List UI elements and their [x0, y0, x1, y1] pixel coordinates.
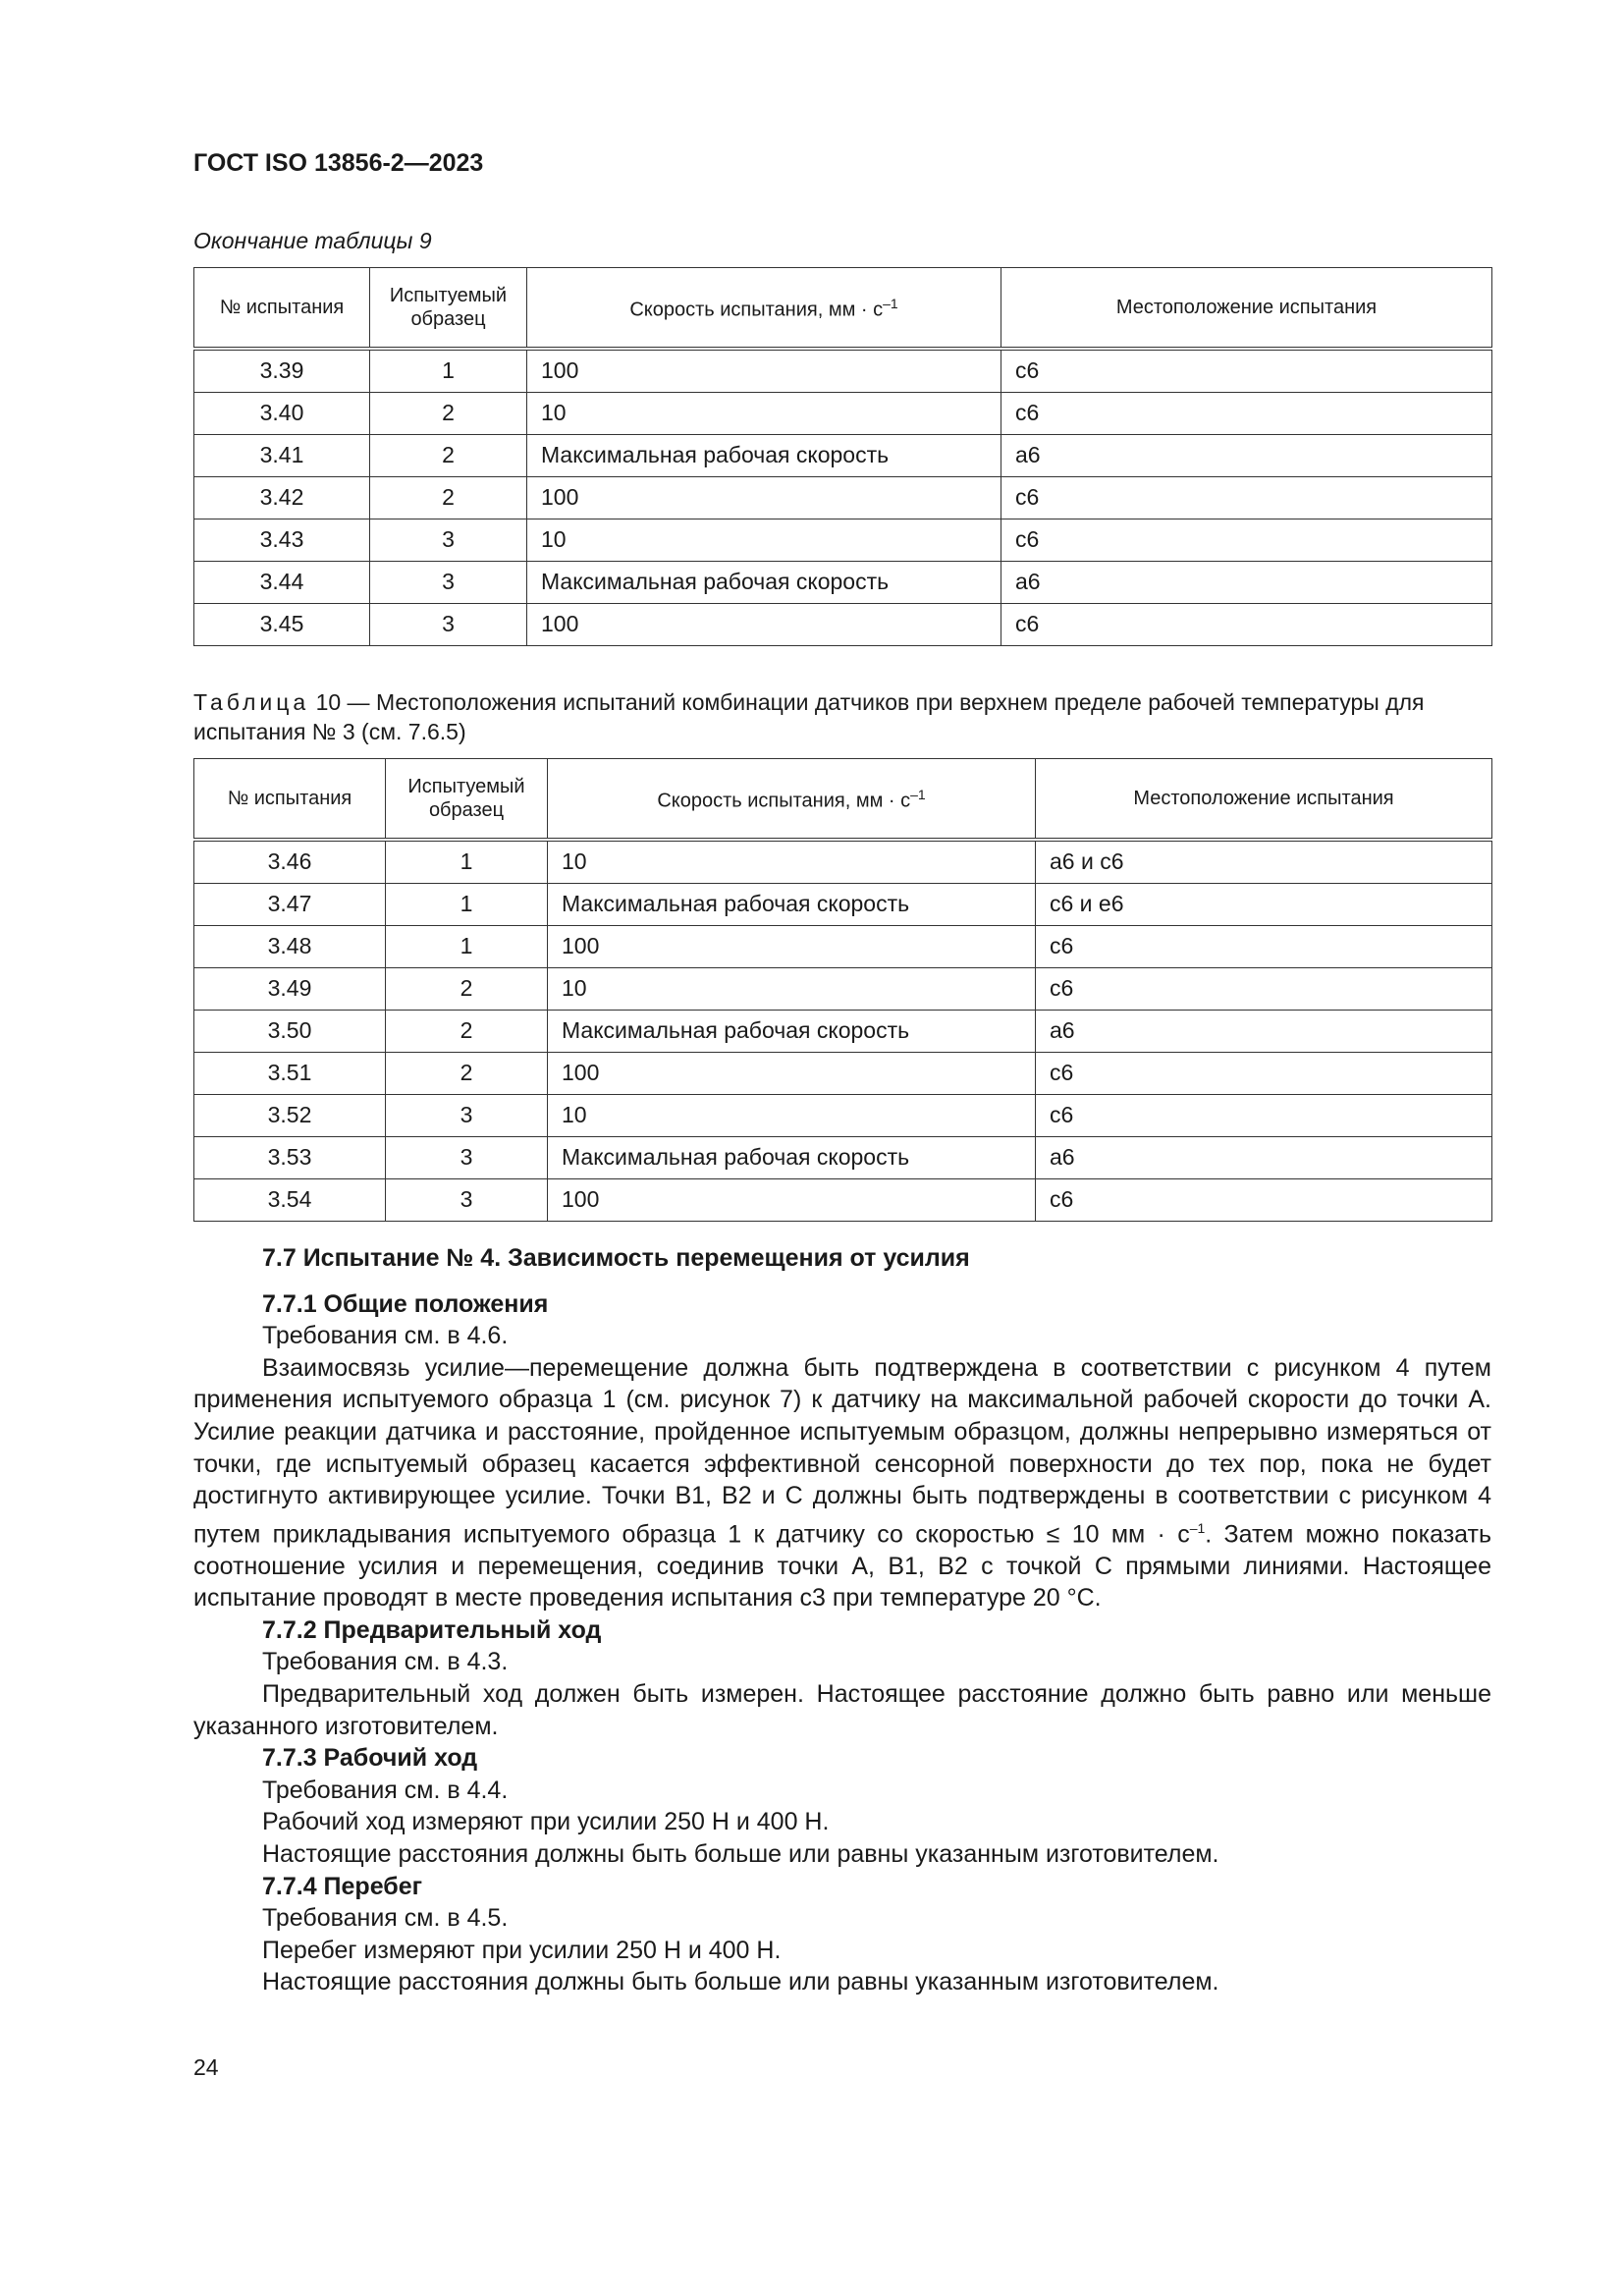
table9-caption: Окончание таблицы 9 — [193, 228, 432, 253]
page-number: 24 — [193, 2054, 219, 2080]
cell-location: c6 — [1036, 1094, 1492, 1136]
table-10-body — [194, 840, 1492, 1222]
cell-location: c6 — [1001, 476, 1492, 519]
cell-sample: 2 — [386, 967, 548, 1010]
col-header-speed: Скорость испытания, мм · $с^{-1}$ — [527, 268, 1001, 349]
table-row — [194, 1094, 1492, 1136]
cell-test-no: 3.43 — [194, 519, 370, 561]
cell-test-no: 3.47 — [194, 883, 386, 925]
subsection-heading: 7.7.4 Перебег — [262, 1872, 423, 1900]
table-row — [194, 1052, 1492, 1094]
cell-speed: 100 — [548, 1178, 1036, 1221]
cell-speed: 100 — [548, 925, 1036, 967]
table-9-body — [194, 349, 1492, 646]
cell-test-no: 3.46 — [194, 840, 386, 884]
cell-test-no: 3.45 — [194, 603, 370, 645]
cell-sample: 3 — [386, 1136, 548, 1178]
table10-caption-text: 10 — Местоположения испытаний комбинации датчиков при верхнем пределе рабочей температуры для испытания № 3 (см. 7.6.5) — [193, 689, 1425, 744]
table-header-row — [194, 759, 1492, 840]
paragraph: Рабочий ход измеряют при усилии 250 Н и 400 Н. — [262, 1808, 830, 1836]
table-row — [194, 349, 1492, 393]
col-header-test-no: № испытания — [194, 759, 386, 840]
cell-test-no: 3.53 — [194, 1136, 386, 1178]
cell-speed: 100 — [527, 603, 1001, 645]
table-row — [194, 603, 1492, 645]
cell-location: c6 — [1001, 349, 1492, 393]
cell-sample: 2 — [386, 1052, 548, 1094]
cell-test-no: 3.44 — [194, 561, 370, 603]
cell-location: c6 — [1001, 603, 1492, 645]
paragraph: Перебег измеряют при усилии 250 Н и 400 Н. — [262, 1936, 782, 1964]
cell-speed: 100 — [527, 349, 1001, 393]
paragraph: Настоящие расстояния должны быть больше или равны указанным изготовителем. — [262, 1840, 1219, 1869]
cell-location: c6 — [1036, 1178, 1492, 1221]
table-row — [194, 1010, 1492, 1052]
cell-speed: 10 — [548, 1094, 1036, 1136]
cell-sample: 1 — [386, 840, 548, 884]
col-header-speed: Скорость испытания, мм · $с^{-1}$ — [548, 759, 1036, 840]
table-row — [194, 1178, 1492, 1221]
cell-location: a6 — [1001, 561, 1492, 603]
requirements-ref: Требования см. в 4.5. — [262, 1904, 509, 1933]
document-header: ГОСТ ISO 13856-2—2023 — [193, 149, 484, 177]
table10-caption-label: Таблица — [193, 689, 310, 715]
cell-sample: 2 — [386, 1010, 548, 1052]
cell-sample: 2 — [370, 434, 527, 476]
cell-location: c6 — [1036, 967, 1492, 1010]
cell-speed: 100 — [548, 1052, 1036, 1094]
cell-speed: Максимальная рабочая скорость — [527, 561, 1001, 603]
cell-test-no: 3.40 — [194, 392, 370, 434]
subsection-heading: 7.7.2 Предварительный ход — [262, 1615, 602, 1644]
cell-sample: 1 — [370, 349, 527, 393]
cell-speed: 10 — [548, 967, 1036, 1010]
cell-test-no: 3.54 — [194, 1178, 386, 1221]
col-header-sample: Испытуемый образец — [370, 268, 527, 349]
col-header-location: Местоположение испытания — [1001, 268, 1492, 349]
cell-test-no: 3.39 — [194, 349, 370, 393]
cell-speed: Максимальная рабочая скорость — [527, 434, 1001, 476]
col-header-test-no: № испытания — [194, 268, 370, 349]
cell-test-no: 3.48 — [194, 925, 386, 967]
paragraph: Предварительный ход должен быть измерен. Настоящее расстояние должно быть равно или меньше указанного изготовителем. — [193, 1680, 1491, 1740]
table-row — [194, 476, 1492, 519]
cell-speed: Максимальная рабочая скорость — [548, 1010, 1036, 1052]
table-row — [194, 392, 1492, 434]
table-row — [194, 561, 1492, 603]
paragraph: Взаимосвязь усилие—перемещение должна быть подтверждена в соответствии с рисунком 4 путем применения испытуемого образца 1 (см. рисунок 7) к датчику на максимальной рабочей скорости до точки А. Усилие реакции датчика и расстояние, пройденное испытуемым образцом, должны непрерывно измеряться от точки, где испытуемый образец касается эффективной сенсорной поверхности до тех пор, пока не будет достигнуто активирующее усилие. Точки В1, В2 и С должны быть подтверждены в соответствии с рисунком 4 путем прикладывания испытуемого образца 1 к датчику со скоростью ≤ 10 мм · $с^{-1}$. Затем можно показать соотношение усилия и перемещения, соединив точки А, В1, В2 с точкой С прямыми линиями. Настоящее испытание проводят в месте проведения испытания c3 при температуре 20 °С. — [193, 1353, 1491, 1613]
cell-location: c6 и e6 — [1036, 883, 1492, 925]
cell-sample: 2 — [370, 392, 527, 434]
cell-speed: Максимальная рабочая скорость — [548, 1136, 1036, 1178]
requirements-ref: Требования см. в 4.6. — [262, 1322, 509, 1350]
cell-sample: 3 — [370, 603, 527, 645]
table-9 — [193, 267, 1492, 646]
section-7-7 — [193, 1242, 1491, 1998]
cell-location: a6 — [1001, 434, 1492, 476]
section-heading: 7.7 Испытание № 4. Зависимость перемещения от усилия — [262, 1244, 970, 1272]
cell-test-no: 3.51 — [194, 1052, 386, 1094]
cell-location: c6 — [1001, 392, 1492, 434]
requirements-ref: Требования см. в 4.4. — [262, 1776, 509, 1804]
table-row — [194, 434, 1492, 476]
table-row — [194, 967, 1492, 1010]
table-row — [194, 519, 1492, 561]
cell-sample: 3 — [386, 1094, 548, 1136]
cell-test-no: 3.50 — [194, 1010, 386, 1052]
cell-sample: 3 — [370, 561, 527, 603]
cell-speed: 10 — [527, 519, 1001, 561]
cell-sample: 3 — [386, 1178, 548, 1221]
table-row — [194, 1136, 1492, 1178]
cell-location: c6 — [1036, 925, 1492, 967]
table10-caption — [193, 687, 1491, 746]
table-row — [194, 925, 1492, 967]
cell-speed: 100 — [527, 476, 1001, 519]
requirements-ref: Требования см. в 4.3. — [262, 1648, 509, 1676]
cell-location: a6 и c6 — [1036, 840, 1492, 884]
subsection-heading: 7.7.3 Рабочий ход — [262, 1744, 478, 1773]
cell-location: c6 — [1036, 1052, 1492, 1094]
cell-location: c6 — [1001, 519, 1492, 561]
table-header-row — [194, 268, 1492, 349]
cell-test-no: 3.49 — [194, 967, 386, 1010]
cell-sample: 3 — [370, 519, 527, 561]
col-header-location: Местоположение испытания — [1036, 759, 1492, 840]
cell-sample: 1 — [386, 883, 548, 925]
table-10 — [193, 758, 1492, 1222]
col-header-sample: Испытуемый образец — [386, 759, 548, 840]
cell-location: a6 — [1036, 1010, 1492, 1052]
cell-test-no: 3.42 — [194, 476, 370, 519]
cell-test-no: 3.52 — [194, 1094, 386, 1136]
subsection-heading: 7.7.1 Общие положения — [262, 1289, 549, 1318]
paragraph: Настоящие расстояния должны быть больше или равны указанным изготовителем. — [262, 1968, 1219, 1996]
cell-sample: 1 — [386, 925, 548, 967]
cell-speed: 10 — [527, 392, 1001, 434]
cell-speed: Максимальная рабочая скорость — [548, 883, 1036, 925]
cell-test-no: 3.41 — [194, 434, 370, 476]
cell-location: a6 — [1036, 1136, 1492, 1178]
table-row — [194, 840, 1492, 884]
cell-sample: 2 — [370, 476, 527, 519]
cell-speed: 10 — [548, 840, 1036, 884]
table-row — [194, 883, 1492, 925]
